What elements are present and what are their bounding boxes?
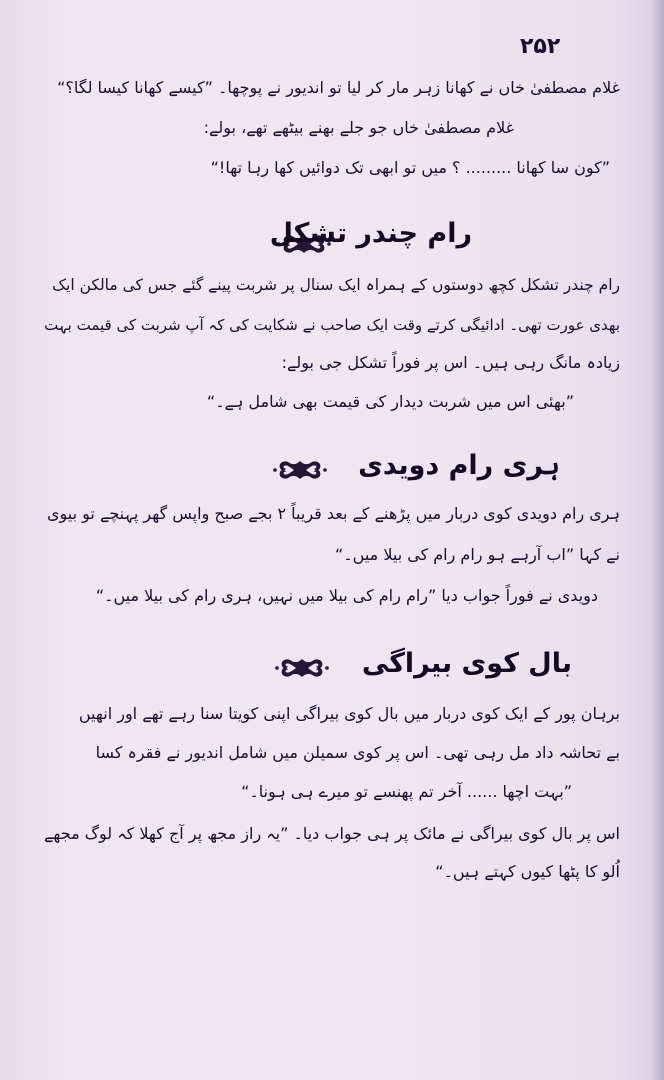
page-edge-shadow [650,0,664,1080]
section-line: ”بہت اچھا ...... آخر تم پھنسے تو میرے ہی ہونا۔“ [241,782,572,801]
section-line: برہان پور کے ایک کوی دربار میں بال کوی بیراگی اپنی کویتا سنا رہے تھے اور انھیں [78,704,620,723]
section-heading: رام چندر تشکل [269,218,472,249]
section-ornament-icon [274,656,330,680]
section-line: رام چندر تشکل کچھ دوستوں کے ہمراہ ایک سنال پر شربت پینے گئے جس کی مالکن ایک [52,276,620,294]
section-line: بے تحاشہ داد مل رہی تھی۔ اس پر کوی سمیلن میں شامل اندیور نے فقرہ کسا [95,743,620,762]
section-line: بھدی عورت تھی۔ ادائیگی کرتے وقت ایک صاحب نے شکایت کی کہ آپ شربت کی قیمت بہت [44,316,620,334]
section-heading: ہری رام دویدی [358,450,560,481]
intro-line: غلام مصطفیٰ خاں نے کھانا زہر مار کر لیا تو اندیور نے پوچھا۔ ”کیسے کھانا کیسا لگا؟“ [57,78,620,97]
section-line: نے کہا ”اب آرہے ہو رام رام کی بیلا میں۔“ [334,545,620,564]
section-line: دویدی نے فوراً جواب دیا ”رام رام کی بیلا میں نہیں، ہری رام کی بیلا میں۔“ [95,586,598,605]
section-line: اس پر بال کوی بیراگی نے مائک پر ہی جواب دیا۔ ”یہ راز مجھ پر آج کھلا کہ لوگ مجھے [43,824,620,843]
section-line: ”بھئی اس میں شربت دیدار کی قیمت بھی شامل ہے۔“ [206,392,574,411]
page-number: ۲۵۲ [520,34,561,59]
section-line: زیادہ مانگ رہی ہیں۔ اس پر فوراً تشکل جی بولے: [281,353,620,372]
intro-line: ”کون سا کھانا ......... ؟ میں تو ابھی تک دوائیں کھا رہا تھا!“ [210,158,610,177]
section-heading: بال کوی بیراگی [361,648,572,679]
intro-line: غلام مصطفیٰ خاں جو جلے بھنے بیٹھے تھے، بولے: [203,118,514,137]
section-line: اُلو کا پٹھا کیوں کہتے ہیں۔“ [435,862,620,881]
section-ornament-icon [272,458,328,482]
section-line: ہری رام دویدی کوی دربار میں پڑھنے کے بعد قریباً ۲ بجے صبح واپس گھر پہنچے تو بیوی [47,504,620,523]
